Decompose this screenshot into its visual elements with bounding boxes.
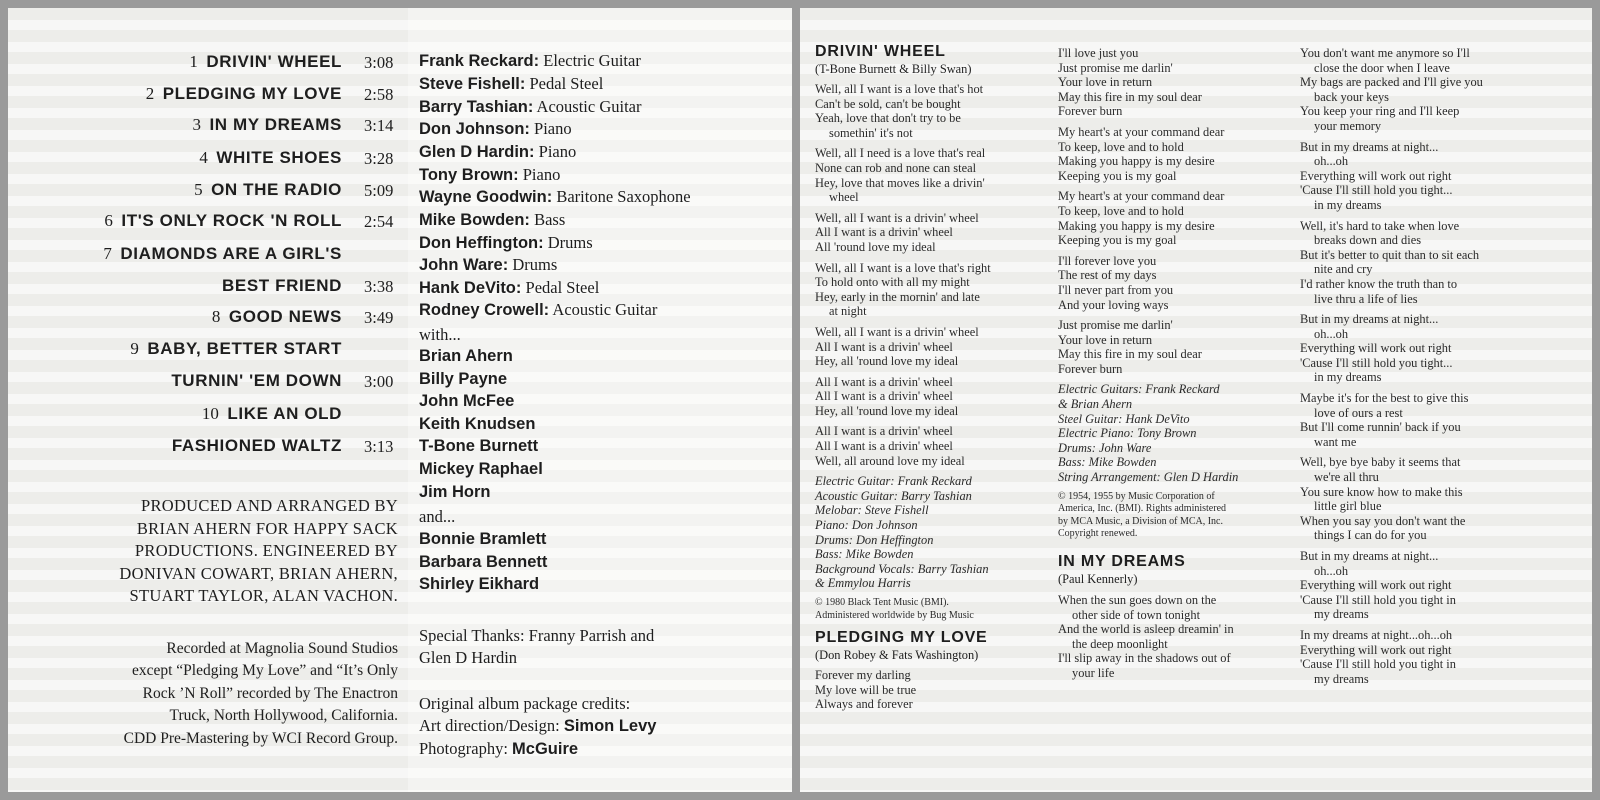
production-credits: PRODUCED AND ARRANGED BY BRIAN AHERN FOR HAPPY SACK PRODUCTIONS. ENGINEERED BY DONIVAN COWART, BRIAN AHERN, STUART TAYLOR, ALAN VACHON. bbox=[119, 496, 398, 606]
track-9-line2: TURNIN' 'EM DOWN bbox=[171, 371, 342, 390]
track-6-time: 2:54 bbox=[364, 212, 394, 231]
track-7-time: 3:38 bbox=[364, 277, 394, 296]
song-credits: Electric Guitar: Frank Reckard Acoustic Guitar: Barry Tashian Melobar: Steve Fishell Piano: Don Johnson Drums: Don Heffington Bass: Mike Bowden Background Vocals: Barry Tashian & Emmylou Harris bbox=[815, 474, 989, 591]
track-8: 8 GOOD NEWS bbox=[211, 307, 342, 326]
with-name: Keith Knudsen bbox=[419, 415, 536, 433]
left-page bbox=[8, 8, 792, 792]
track-7-line2: BEST FRIEND bbox=[222, 276, 342, 295]
photography-credit: Photography: McGuire bbox=[419, 739, 579, 758]
song-writers: (Don Robey & Fats Washington) bbox=[815, 648, 979, 662]
song-writers: (Paul Kennerly) bbox=[1058, 572, 1138, 586]
lyrics-drivin-wheel: Well, all I want is a love that's hot Can't be sold, can't be bought Yeah, love that don't try to be somethin' it's not Well, all I need is a love that's real None can rob and none can steal Hey, love that moves like a drivin' wheel Well, all I want is a drivin' wheel All I want is a drivin' wheel All 'round love my ideal Well, all I want is a love that's right To hold onto with all my might Hey, early in the mornin' and late at night Well, all I want is a drivin' wheel All I want is a drivin' wheel Hey, all 'round love my ideal All I want is a drivin' wheel All I want is a drivin' wheel Hey, all 'round love my ideal All I want is a drivin' wheel All I want is a drivin' wheel Well, all around love my ideal Electric Guitar: Frank Reckard Acoustic Guitar: Barry Tashian Melobar: Steve Fishell Piano: Don Johnson Drums: Don Heffington Bass: Mike Bowden Background Vocals: Barry Tashian & Emmylou Harris © 1980 Black Tent Music (BMI). Administered worldwide by Bug Music bbox=[815, 82, 1045, 622]
credit-row: Tony Brown: Piano bbox=[419, 165, 561, 184]
track-3-time: 3:14 bbox=[364, 116, 394, 135]
track-3: 3 IN MY DREAMS bbox=[192, 115, 342, 134]
track-10: 10 LIKE AN OLD bbox=[201, 404, 342, 423]
track-5: 5 ON THE RADIO bbox=[194, 180, 342, 199]
credit-row: Wayne Goodwin: Baritone Saxophone bbox=[419, 187, 691, 206]
and-label: and... bbox=[419, 507, 456, 526]
track-9-time: 3:00 bbox=[364, 372, 394, 391]
lyrics-pledging-my-love-cont: I'll love just you Just promise me darlin' Your love in return May this fire in my soul dear Forever burn My heart's at your command dear To keep, love and to hold Making you happy is my desire Keeping you is my goal My heart's at your command dear To keep, love and to hold Making you happy is my desire Keeping you is my goal I'll forever love you The rest of my days I'll never part from you And your loving ways Just promise me darlin' Your love in return May this fire in my soul dear Forever burn Electric Guitars: Frank Reckard & Brian Ahern Steel Guitar: Hank DeVito Electric Piano: Tony Brown Drums: John Ware Bass: Mike Bowden String Arrangement: Glen D Hardin © 1954, 1955 by Music Corporation of America, Inc. (BMI). Rights administered by MCA Music, a Division of MCA, Inc. Copyright renewed. bbox=[1058, 46, 1288, 541]
special-thanks-line: Special Thanks: Franny Parrish and bbox=[419, 626, 655, 645]
with-name: Brian Ahern bbox=[419, 347, 513, 365]
track-6: 6 IT'S ONLY ROCK 'N ROLL bbox=[104, 211, 342, 230]
with-name: Billy Payne bbox=[419, 370, 508, 388]
track-1-time: 3:08 bbox=[364, 53, 394, 72]
credit-row: Frank Reckard: Electric Guitar bbox=[419, 51, 641, 70]
copyright: © 1954, 1955 by Music Corporation of America, Inc. (BMI). Rights administered by MCA Music, a Division of MCA, Inc. Copyright renewed. bbox=[1058, 490, 1227, 540]
art-direction-credit: Art direction/Design: Simon Levy bbox=[419, 716, 657, 735]
track-2-time: 2:58 bbox=[364, 85, 394, 104]
track-4: 4 WHITE SHOES bbox=[199, 148, 342, 167]
credit-row: Don Heffington: Drums bbox=[419, 233, 593, 252]
track-5-time: 5:09 bbox=[364, 181, 394, 200]
right-page bbox=[800, 8, 1592, 792]
credit-row: Rodney Crowell: Acoustic Guitar bbox=[419, 300, 658, 319]
track-7: 7 DIAMONDS ARE A GIRL'S bbox=[103, 244, 342, 263]
song-title-in-my-dreams: IN MY DREAMS bbox=[1058, 553, 1186, 570]
credit-row: Barry Tashian: Acoustic Guitar bbox=[419, 97, 642, 116]
lyrics-pledging-my-love: Forever my darling My love will be true Always and forever bbox=[815, 668, 917, 712]
with-name: John McFee bbox=[419, 392, 515, 410]
with-name: Mickey Raphael bbox=[419, 460, 543, 478]
track-4-time: 3:28 bbox=[364, 149, 394, 168]
track-1: 1 DRIVIN' WHEEL bbox=[189, 52, 342, 71]
song-credits: Electric Guitars: Frank Reckard & Brian Ahern Steel Guitar: Hank DeVito Electric Piano: Tony Brown Drums: John Ware Bass: Mike Bowden String Arrangement: Glen D Hardin bbox=[1058, 382, 1239, 485]
track-10-line2: FASHIONED WALTZ bbox=[171, 436, 342, 455]
with-name: Jim Horn bbox=[419, 483, 491, 501]
track-8-time: 3:49 bbox=[364, 308, 394, 327]
credit-row: Glen D Hardin: Piano bbox=[419, 142, 577, 161]
with-label: with... bbox=[419, 325, 461, 344]
track-2: 2 PLEDGING MY LOVE bbox=[145, 84, 342, 103]
and-name: Shirley Eikhard bbox=[419, 575, 540, 593]
lyrics-in-my-dreams-cont: You don't want me anymore so I'll close the door when I leave My bags are packed and I'll give you back your keys You keep your ring and I'll keep your memory But in my dreams at night... oh...oh Everything will work out right 'Cause I'll still hold you tight... in my dreams Well, it's hard to take when love breaks down and dies But it's better to quit than to sit each nite and cry I'd rather know the truth than to live thru a life of lies But in my dreams at night... oh...oh Everything will work out right 'Cause I'll still hold you tight... in my dreams Maybe it's for the best to give this love of ours a rest But I'll come runnin' back if you want me Well, bye bye baby it seems that we're all thru You sure know how to make this little girl blue When you say you don't want the things I can do for you But in my dreams at night... oh...oh Everything will work out right 'Cause I'll still hold you tight in my dreams In my dreams at night...oh...oh Everything will work out right 'Cause I'll still hold you tight in my dreams bbox=[1300, 46, 1483, 686]
song-title-drivin-wheel: DRIVIN' WHEEL bbox=[815, 43, 946, 60]
special-thanks-line: Glen D Hardin bbox=[419, 648, 518, 667]
recording-notes: Recorded at Magnolia Sound Studios except “Pledging My Love” and “It’s Only Rock ’N Roll” recorded by The Enactron Truck, North Hollywood, California. CDD Pre-Mastering by WCI Record Group. bbox=[123, 640, 398, 747]
credit-row: John Ware: Drums bbox=[419, 255, 558, 274]
package-credits-heading: Original album package credits: bbox=[419, 694, 631, 713]
credit-row: Don Johnson: Piano bbox=[419, 119, 572, 138]
song-title-pledging-my-love: PLEDGING MY LOVE bbox=[815, 629, 988, 646]
song-writers: (T-Bone Burnett & Billy Swan) bbox=[815, 62, 972, 76]
lyrics-in-my-dreams: When the sun goes down on the other side of town tonight And the world is asleep dreamin' in the deep moonlight I'll slip away in the shadows out of your life bbox=[1058, 593, 1234, 680]
copyright: © 1980 Black Tent Music (BMI). Administered worldwide by Bug Music bbox=[815, 597, 974, 621]
and-name: Bonnie Bramlett bbox=[419, 530, 547, 548]
credit-row: Hank DeVito: Pedal Steel bbox=[419, 278, 600, 297]
and-name: Barbara Bennett bbox=[419, 553, 548, 571]
credit-row: Mike Bowden: Bass bbox=[419, 210, 566, 229]
track-10-time: 3:13 bbox=[364, 437, 394, 456]
track-9: 9 BABY, BETTER START bbox=[130, 339, 342, 358]
credit-row: Steve Fishell: Pedal Steel bbox=[419, 74, 604, 93]
with-name: T-Bone Burnett bbox=[419, 437, 539, 455]
